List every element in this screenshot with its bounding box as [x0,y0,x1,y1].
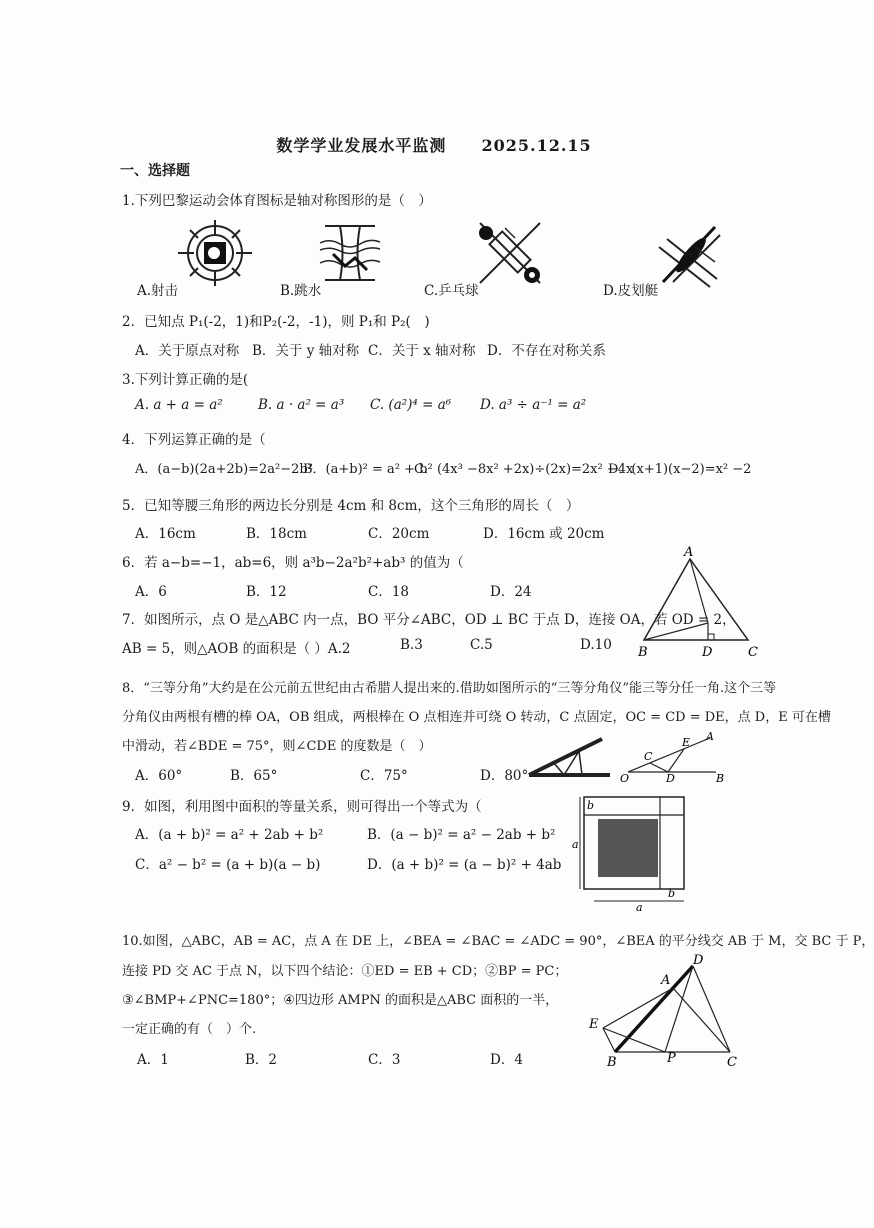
q8-label-d: D [666,772,675,785]
q7-label-a: A [684,545,694,560]
q10-label-b: B [607,1055,617,1070]
q1-option-a[interactable]: A.射击 [137,283,179,299]
q3-option-a[interactable]: A. a + a = a² [135,397,223,413]
q1-option-d[interactable]: D.皮划艇 [603,283,659,299]
q10-option-b[interactable]: B．2 [245,1052,278,1068]
q8-option-b[interactable]: B．65° [230,768,278,784]
q7-option-b[interactable]: B.3 [400,637,423,653]
q9-label-a-bottom: a [636,901,643,914]
question-10-line4: 一定正确的有（ ）个. [122,1022,257,1037]
question-7-line2: AB = 5，则△AOB 的面积是（ ）A.2 [122,641,351,657]
q6-option-a[interactable]: A．6 [135,584,167,600]
q9-option-b[interactable]: B．(a − b)² = a² − 2ab + b² [367,827,556,843]
q8-label-e: E [682,736,691,749]
q10-label-d: D [693,953,704,968]
q9-square-area-figure [570,793,688,914]
q5-option-a[interactable]: A．16cm [135,526,196,542]
canoe-icon [655,217,725,292]
q8-label-c: C [644,750,653,763]
q10-label-a: A [661,973,671,988]
question-2-stem: 2．已知点 P₁(-2，1)和P₂(-2，-1)，则 P₁和 P₂( ) [122,314,430,330]
q8-option-c[interactable]: C．75° [360,768,408,784]
q7-option-c[interactable]: C.5 [470,637,493,653]
question-8-line1: 8．“三等分角”大约是在公元前五世纪由古希腊人提出来的.借助如图所示的“三等分角仪”能三等分任一角.这个三等 [122,681,777,696]
q5-option-d[interactable]: D．16cm 或 20cm [483,526,605,542]
q7-label-b: B [638,645,648,660]
q4-option-d[interactable]: D．(x+1)(x−2)=x² −2 [608,462,752,477]
question-1-stem: 1.下列巴黎运动会体育图标是轴对称图形的是（ ） [122,193,432,209]
q9-label-b-bottom: b [668,887,676,900]
q10-option-d[interactable]: D．4 [490,1052,523,1068]
q6-option-b[interactable]: B．12 [246,584,287,600]
question-8-line3: 中滑动，若∠BDE = 75°，则∠CDE 的度数是（ ） [122,739,432,754]
q1-option-c[interactable]: C.乒乓球 [424,283,479,299]
q8-option-d[interactable]: D．80° [480,768,529,784]
exam-date: 2025.12.15 [481,136,592,155]
shooting-icon [170,218,260,288]
q2-option-a[interactable]: A．关于原点对称 [135,343,240,359]
diving-icon [315,218,385,288]
q2-option-b[interactable]: B．关于 y 轴对称 [252,343,360,359]
q1-option-b[interactable]: B.跳水 [280,283,322,299]
q7-triangle-figure [636,545,756,660]
question-9-stem: 9．如图，利用图中面积的等量关系，则可得出一个等式为（ [122,799,482,815]
table-tennis-icon [470,213,550,293]
section-heading: 一、选择题 [120,163,190,179]
q8-angle-figure [618,732,728,784]
q10-triangle-figure [585,950,745,1070]
question-8-line2: 分角仪由两根有槽的棒 OA，OB 组成，两根棒在 O 点相连并可绕 O 转动，C 点固定，OC = CD = DE，点 D，E 可在槽 [122,710,831,725]
question-6-stem: 6．若 a−b=−1，ab=6，则 a³b−2a²b²+ab³ 的值为（ [122,555,464,571]
question-4-stem: 4．下列运算正确的是（ [122,432,266,448]
q2-option-d[interactable]: D．不存在对称关系 [487,343,606,359]
q10-option-a[interactable]: A．1 [137,1052,169,1068]
question-7-line1: 7．如图所示，点 O 是△ABC 内一点，BO 平分∠ABC，OD ⊥ BC 于点 D，连接 OA，若 OD = 2， [122,612,736,628]
q9-option-d[interactable]: D．(a + b)² = (a − b)² + 4ab [367,857,562,873]
q2-option-c[interactable]: C．关于 x 轴对称 [368,343,476,359]
q4-option-a[interactable]: A．(a−b)(2a+2b)=2a²−2b² [135,462,313,477]
q7-label-c: C [748,645,758,660]
q6-option-c[interactable]: C．18 [368,584,410,600]
question-10-line1: 10.如图，△ABC，AB = AC，点 A 在 DE 上，∠BEA = ∠BAC = ∠ADC = 90°，∠BEA 的平分线交 AB 于 M，交 BC 于 P， [122,934,874,949]
question-10-line3: ③∠BMP+∠PNC=180°；④四边形 AMPN 的面积是△ABC 面积的一半， [122,993,559,1008]
question-3-stem: 3.下列计算正确的是( [122,372,249,388]
q8-option-a[interactable]: A．60° [135,768,183,784]
title-text: 数学学业发展水平监测 [276,136,447,155]
q10-option-c[interactable]: C．3 [368,1052,401,1068]
q8-label-a: A [706,730,714,743]
q3-option-c[interactable]: C. (a²)⁴ = a⁶ [370,397,452,413]
q7-option-d[interactable]: D.10 [580,637,612,653]
q3-option-b[interactable]: B. a · a² = a³ [258,397,345,413]
q10-label-p: P [667,1051,676,1066]
q6-option-d[interactable]: D．24 [490,584,532,600]
q10-label-c: C [727,1055,737,1070]
q5-option-b[interactable]: B．18cm [246,526,307,542]
q3-option-d[interactable]: D. a³ ÷ a⁻¹ = a² [480,397,587,413]
q9-option-a[interactable]: A．(a + b)² = a² + 2ab + b² [135,827,324,843]
q10-label-e: E [589,1017,599,1032]
q9-option-c[interactable]: C．a² − b² = (a + b)(a − b) [135,857,321,873]
page-title [0,133,868,156]
q8-label-b: B [716,772,725,785]
q8-trisector-tool-figure [524,733,614,783]
question-10-line2: 连接 PD 交 AC 于点 N，以下四个结论：①ED = EB + CD；②BP = PC； [122,964,568,979]
q7-label-d: D [702,645,713,660]
q4-option-b[interactable]: B．(a+b)² = a² + b² [303,462,433,477]
q9-label-b-top: b [587,799,595,812]
question-5-stem: 5．已知等腰三角形的两边长分别是 4cm 和 8cm，这个三角形的周长（ ） [122,498,580,514]
q4-option-c[interactable]: C．(4x³ −8x² +2x)÷(2x)=2x² −4x [414,462,634,477]
q9-label-a-side: a [572,838,579,851]
q5-option-c[interactable]: C．20cm [368,526,430,542]
q8-label-o: O [620,772,630,785]
